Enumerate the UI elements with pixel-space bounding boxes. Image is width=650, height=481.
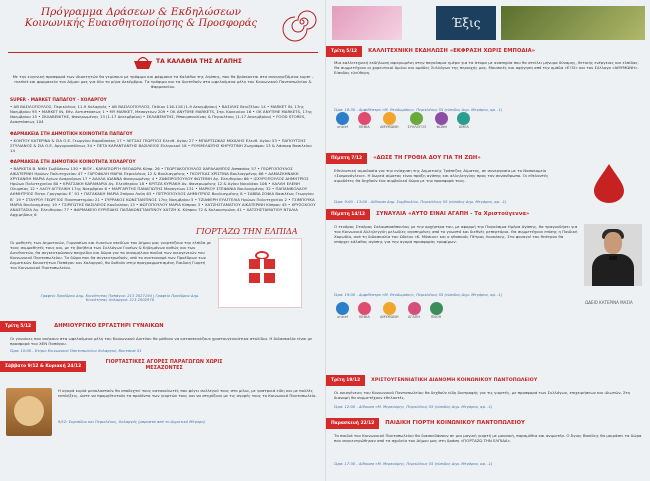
pharmacies-cholargou-heading: ΦΑΡΜΑΚΕΙΑ ΣΤΗ ΔΗΜΟΤΙΚΗ ΚΟΙΝΟΤΗΤΑ ΧΟΛΑΡΓΟΥ: [10, 160, 136, 165]
event-date: Πέμπτη 14/12: [326, 209, 370, 220]
event-children-party: [326, 417, 650, 429]
event-producers-market: [0, 360, 320, 372]
event-date: Πέμπτη 7/12: [326, 153, 367, 164]
market-photo: [6, 388, 52, 436]
basket-icon: [132, 56, 154, 70]
program-title: [6, 6, 276, 30]
sponsor-logos-row2: [336, 302, 443, 319]
right-column: [325, 0, 650, 481]
basket-intro: Με την ευγενική προσφορά των ιδιοκτητών θα γεμίσουν με τρόφιμα και φάρμακα τα Καλάθια της Αγάπης, που θα βρίσκονται στα συνεργαζόμενα super - market και φαρμακεία του Δήμου μας για όλο το μήνα Δεκέμβριο. Τα τρόφιμα και τα διατεθούν στα ωφελούμενα μέλη του Κοινωνικού Παντοπωλείου & Φαρμακείου.: [12, 74, 314, 90]
event-venue: Ώρα: 18:30 - Αμφιθέατρο «Μ. Θεοδωράκη», Περικλέους 55 (είσοδος Δημ. Μεγάρου, αρ. -1): [334, 108, 503, 112]
pharmacies-papagou-list: • ΚΟΝΤΟΥ ΚΑΤΕΡΙΝΑ & ΣΙΑ Ο.Ε. Γεωργίου Καραΐσκάκη 17 • ΛΕΤΣΑΣ ΓΕΩΡΓΙΟΣ Ελευθ. Αγίου 27 • ΜΠΑΡΤΣΩΚΑΣ ΜΙΧΑΛΗΣ Ελευθ. Αγίου 53 • ΠΑΠΟΥΤΣΗΣ ΣΤΥΛΙΑΝΟΣ & ΣΙΑ Ο.Ε. Αργυρουπόλεως 34 • ΠΕΤΑ ΚΑΡΑΝΤΑΝΤΗΣ ΒΑΣΙΛΕΙΟΣ Ελληνικού 18 • ΡΟΥΜΕΛΙΩΤΗΣ ΚΗΡΥΣΤΙΝΗ Ζωγράφου 13 & Λάσκαρ Βασιλείου 14: [10, 138, 312, 154]
supermarkets-heading: SUPER - MARKET ΠΑΠΑΓΟΥ - ΧΟΛΑΡΓΟΥ: [10, 98, 107, 103]
event-date: Παρασκευή 22/12: [326, 418, 379, 429]
pharmacies-cholargou-list: • ΒΑΡΚΕΤΑ Β. ΝΙΚΗ Σωβδάκεω 130 • ΒΙΟΥ - ΚΑΡΑΓΕΩΡΓΗ ΘΕΟΔΩΡΑ Κύπρ. 26 • ΓΕΩΡΓΑΚΟΠΟΥΛΟΣ ΧΑΡΑΛΑΜΠΟΣ Ασπασίας 57 • ΓΕΩΡΓΟΠΟΥΛΟΣ ΑΙΚΑΤΕΡΙΝΗ Ηρώων Πολυτεχνείου 47 • ΓΑΡΟΦΑΛΗ ΜΑΡΙΑ Περικλέους 12 & Βουλιαγμένης • ΓΚΟΥΓΚΑΣ ΧΡΙΣΤΙΝΑ Βουλιαγμένης 66 • ΔΑΜΑΣΚΗΝΑΚΗ ΧΡΥΣΑΝΘΗ ΜΑΡΙΑ Αγίων Αναργύρων 17 • ΔΑΛΛΑ ΙΩΑΝΝΑ Φανερωμένης 4 • ΖΑΦΕΙΡΟΠΟΥΛΟΥ ΦΩΤΕΙΝΗ Αγ. Ελευθερίου 66 • ΙΣΧΥΡΟΠΟΥΛΟΣ ΔΗΜΗΤΡΙΟΣ Ηρώων Πολυτεχνείου 80 • ΚΡΑΤΣΑΚΗ ΚΑΡΑΜΑΡΙΑ Αγ. Ελευθερίου 18 • ΚΡΙΤΖΑ ΚΥΡΙΑΚΗ Αν. Φανερωμένης 12 & Αγίου Νικολάου 106 • ΛΑΛΛΗ ΕΛΕΝΗ Ολυμπίας 12 • ΛΑΟΥ ΑΓΓΕΛΙΚΗ 17ης Νοεμβρίου 6 • ΜΑΡΓΑΡΙΤΗΣ ΠΑΝΑΓΙΩΤΗΣ Μεσογείων 131 • ΜΑΡΚΟΥ ΣΤΕΦΑΝΙΑ Βουλιαγμένης 32 • ΠΑΠΑΝΙΚΟΛΑΟΥ ΔΗΜΗΤΡΙΟΣ Πατρ. Γρηγορίου Ε΄ 91 • ΠΑΤΑΚΑΚΗ ΜΑΡΙΑ Σπύρου Λούη 63 • ΠΕΤΡΟΠΟΥΛΟΣ ΔΗΜΗΤΡΙΟΣ Βουλιαγμένης 8 • ΣΑΒΒΑ ΣΟΦΙΑ Βασιλέως Γεωργίου Β΄ 19 • ΣΤΑΥΡΟΥ ΓΕΩΡΓΙΟΣ Πανεπιστημίου 21 • ΣΥΡΡΑΚΟΣ ΚΩΝΣΤΑΝΤΙΝΟΣ 17ης Νοεμβρίου 5 • ΤΖΙΑΦΕΡΗ ΕΥΑΓΓΕΛΙΑ Ηρώων Πολυτεχνείου 2 • ΤΣΙΜΠΟΥΚΑ ΜΑΡΙΑ Βουλιαγμένης 19 • ΤΣΙΡΙΓΩΤΗΣ ΒΑΣΙΛΕΙΟΣ Κονδυλάκη 13 • ΦΩΤΟΠΟΥΛΟΥ ΜΑΡΙΑ Κύπρου 3 • ΧΑΤΖΗΣΤΑΜΑΤΙΟΥ ΑΙΚΑΤΕΡΙΝΗ Κύπρου 45 • ΧΡΥΣΟΧΟΟΥ ΑΝΑΣΤΑΣΙΑ Αγ. Ελευθερίου 77 • ΦΑΡΜΑΚΕΙΟ ΕΥΡΙΠΙΔΗΣ ΠΑΠΑΚΩΝΣΤΑΝΤΙΝΟΥ ΧΑΤΖΗ Κ. Κύπρου 72 & Κολοκοτρώνη 41 • ΧΑΤΖΗΣΤΑΜΑΤΙΟΥ ΝΤΑΛΙΑ Αρχιμήδους 6: [10, 166, 316, 217]
event-text: Μια καλλιτεχνική εκδήλωση αφιερωμένη στην παγκόσμια ημέρα για τα άτομα με αναπηρία που θα στείλει μήνυμα δύναμης, θετικής ενέργειας και ελπίδας. Θα συμμετέχουν οι χορευτικοί όμιλοι και ομάδες Συλλόγων της περιοχής μας. Μουσικές και αφήγηση από την ομάδα «ΕΞΙΣ» και τον Σύλλογο «ΑΜΥΜΩΝΗ». Είσοδος ελεύθερη.: [334, 60, 640, 76]
gift-image: [218, 238, 302, 308]
exis-logo: Έξις: [436, 6, 496, 40]
event-text: Οι γυναίκες που ανήκουν στα ωφελούμενα μέλη του Κοινωνικού Δικτύου θα μάθουν να κατασκευάζουν χριστουγεννιάτικα στολίδια. Η διδασκαλία είναι με προσφορά του ΧΕΝ Παπάγου.: [10, 336, 313, 347]
event-text: Ο τενόρος Σταύρος Σαλαμπασόπουλος με την ορχήστρα του, με αφορμή την Παγκόσμια Ημέρα Αγάπης, θα τραγουδήσει για τον Κοινωνικό Αλληλεγγύη μελωδίες αγαπημένες από το γνωστό και διεθνές ρεπερτόριο. Θα συμμετέχουν επίσης η Παιδική Χορωδία, ανά τη διδασκαλία του Ωδείου «Κ. Μάσιου» και ο ηθοποιός Πέτρος Λουκάκης. Στο φουαγιέ του θεάτρου θα υπάρχει κάλαθος αγάπης για την αγορά προσφοράς τροφίμων.: [334, 224, 578, 245]
sponsor-logos-row1: [336, 112, 470, 129]
odeio-logo: ΩΔΕΙΟ ΚΑΤΕΡΙΝΑ ΜΑΣΙΑ: [585, 300, 633, 305]
event-title: ΠΑΙΔΙΚΗ ΓΙΟΡΤΗ ΚΟΙΝΩΝΙΚΟΥ ΠΑΝΤΟΠΩΛΕΙΟΥ: [385, 420, 526, 426]
event-title: ΚΑΛΛΙΤΕΧΝΙΚΗ ΕΚΔΗΛΩΣΗ «ΕΚΦΡΑΣΗ ΧΩΡΙΣ ΕΜΠΟΔΙΑ»: [368, 48, 536, 54]
program-title-line1: Πρόγραμμα Δράσεων & Εκδηλώσεων: [40, 6, 241, 18]
sponsor-logo: ΑΓΑΠΗ: [408, 302, 421, 319]
sponsor-logo: ΑΜΕΑ: [457, 112, 470, 129]
event-venue: Ώρα: 9:00 - 13:00 - Αίθουσα Δημ. Συμβουλίου, Περικλέους 55 (είσοδος Δημ. Μεγάρου, αρ. -1): [334, 200, 507, 204]
event-venue: Ώρα: 17:30 - Αίθουσα «Μ. Μερκούρη», Περικλέους 55 (είσοδος Δημ. Μεγάρου, αρ. -1): [334, 462, 493, 466]
pharmacies-papagou-heading: ΦΑΡΜΑΚΕΙΑ ΣΤΗ ΔΗΜΟΤΙΚΗ ΚΟΙΝΟΤΗΤΑ ΠΑΠΑΓΟΥ: [10, 132, 133, 137]
divider: [8, 52, 318, 53]
supermarkets-list: • ΑΒ ΒΑΣΙΛΟΠΟΥΛΟΣ, Περικλέους 11-9 Χολαργός • ΑΒ ΒΑΣΙΛΟΠΟΥΛΟΣ, Πεδίου 116-118 (1-9 Δεκεμβρίου) • ΒΑΣΙΛΗΣ Βενιζέλου 14 • MARKET IN, 17ης Νοεμβρίου 95 • MARKET IN, Εθν. Αντιστάσεως 1 • MY MARKET, Μεσογείων 209 • OK ANYTIME MARKETS, Στρ. Κοκκινίου 16 • OK ANYTIME MARKETS, 17ης Νοεμβρίου 15 • ΣΚΛΑΒΕΝΙΤΗΣ, Φανερωμένης 13 (1-17 Δεκεμβρίου) • ΣΚΛΑΒΕΝΙΤΗΣ, Μπουμπουλίνας & Περικλέους (1-17 Δεκεμβρίου) • FOOD STORES, Αναστάσεως 104: [10, 104, 313, 125]
event-expression-without-obstacles: [326, 45, 650, 57]
event-date: Τρίτη 19/12: [326, 375, 365, 386]
sponsor-logo: unicef: [336, 302, 349, 319]
sponsor-logo: ΑΜΥΜΩΝΗ: [380, 302, 399, 319]
sponsor-logo: ΠΝΟΗ: [430, 302, 443, 319]
event-title: «ΔΩΣΕ ΤΗ ΓΡΟΘΙΑ ΔΟΥ ΓΙΑ ΤΗ ΖΩΗ»: [373, 155, 481, 161]
event-title: ΓΙΟΡΤΑΣΤΙΚΕΣ ΑΓΟΡΕΣ ΠΑΡΑΓΩΓΩΝ ΧΩΡΙΣ ΜΕΣΑΖΟΝΤΕΣ: [105, 360, 223, 371]
event-title: ΧΡΙΣΤΟΥΓΕΝΝΙΑΤΙΚΗ ΔΙΑΝΟΜΗ ΚΟΙΝΩΝΙΚΟΥ ΠΑΝΤΟΠΩΛΕΙΟΥ: [371, 377, 538, 383]
event-text: Τα παιδιά του Κοινωνικού Παντοπωλείου θα διασκεδάσουν σε μια μαγική γιορτή με μουσική, παραμύθια και ανιματέρ. Ο Άγιος Βασίλης θα μοιράσει τα δώρα που συγκεντρώθηκαν από τα σχολεία του Δήμου μας στη δράση «ΓΙΟΡΤΑΖΩ ΤΗΝ ΕΛΠΙΔΑ».: [334, 433, 642, 444]
event-date: Τρίτη 5/12: [326, 46, 362, 57]
sponsor-logo: ΚΕΦΙΑ: [358, 302, 371, 319]
event-venue: Ώρα: 10:00 - Κτίριο Κοινωνικού Παντοπωλείου Χολαργού, Βουτσινά 51: [10, 349, 142, 353]
event-venue: 9/12: Ευριπίδου και Περικλέους, Χολαργός (μπροστά από το Δημοτικό Μέγαρο): [58, 420, 206, 424]
event-photo-left: [332, 6, 402, 40]
program-title-line2: Κοινωνικής Ευαισθητοποίησης & Προσφοράς: [24, 18, 258, 29]
spiral-ornament-icon: [282, 2, 322, 42]
event-christmas-distribution: [326, 374, 650, 386]
sponsor-logo: ΚΕΦΙΑ: [358, 112, 371, 129]
basket-title: ΤΑ ΚΑΛΑΘΙΑ ΤΗΣ ΑΓΑΠΗΣ: [156, 58, 243, 65]
sponsor-logo: ΑΜΥΜΩΝΗ: [380, 112, 399, 129]
event-photo-right: [501, 6, 645, 40]
event-title: ΣΥΝΑΥΛΙΑ «ΑΥΤΟ ΕΙΝΑΙ ΑΓΑΠΗ - Τα Χριστούγεννα»: [376, 211, 530, 217]
event-text: Η αγορά κυρίά μεσολαστούν θα υποδεχτεί τους καταναλωτές που φύγει συλλεγού τους στο μίλιο, με γαστρικά είδη και με πολλές εκπλήξεις, ώστε να προμηθευτούν τα προϊόντα των γιορτών τους και να στηρίξουν με τις αγορές τους το Κοινωνικό Παντοπωλείο.: [58, 388, 317, 399]
event-venue: Ώρα: 12:00 - Αίθουσα «Μ. Μερκούρη», Περικλέους 55 (είσοδος Δημ. Μεγάρου, αρ. -1): [334, 405, 493, 409]
event-text: Οι οικογένειες του Κοινωνικού Παντοπωλείου θα δεχθούν είδη διατροφής για τις γιορτές, με προσφορά των Συλλόγων, επιχειρήσεων και ιδιωτών. Στη διανομή θα συμμετέχουν εθελοντές.: [334, 390, 631, 401]
event-concert: [326, 208, 650, 220]
sponsor-logo: ΦΩΝΗ: [435, 112, 448, 129]
event-women-workshop: [0, 320, 320, 332]
blood-drop-icon: [578, 162, 640, 204]
event-date: Σάββατο 9/12 & Κυριακή 24/12: [0, 361, 86, 372]
sponsor-logo: unicef: [336, 112, 349, 129]
gift-contacts: Γραφείο Προέδρου Δημ. Κοινότητας Παπάγου: 213 2027194 | Γραφείο Προέδρου Δημ. Κοινότητας Χολαργού: 213 2002978: [40, 294, 200, 302]
event-title: ΔΗΜΙΟΥΡΓΙΚΟ ΕΡΓΑΣΤΗΡΙ ΓΥΝΑΙΚΩΝ: [54, 323, 164, 329]
event-date: Τρίτη 5/12: [0, 321, 36, 332]
gift-title: ΓΙΟΡΤΑΖΩ ΤΗΝ ΕΛΠΙΔΑ: [196, 227, 298, 236]
tenor-portrait: [584, 224, 642, 286]
gift-text: Οι μαθητές των Δημοτικών, Γυμνασίων και Λυκείων σκεδίων του Δήμου μας γιορτάζουν την ελπίδα με τους συμμαθητές τους και, με τη βοήθεια των Συλλόγων Γονέων & Κηδεμόνων καθώς και των Διευθυντών, θα συγκεντρώσουν παιχνίδια και δώρα για τα συνομήλικα παιδιά των οικογενειών του Κοινωνικού Παντοπωλείου. Τα δώρα που θα συγκεντρωθούν, υπό το συντονισμό των Προέδρων των Δημοτικών Κοινοτήτων Παπάγου και Χολαργού, θα δοθούν στην προγραμματισμένη Παιδική Γιορτή του Κοινωνικού Παντοπωλείου.: [10, 240, 212, 271]
event-text: Εθελοντική αιμοδοσία για την ενίσχυση της Δημοτικής Τράπεζας Αίματος, σε συνεργασία με το Νοσοκομείο «Σισμανόγλειο». Η δωρεά αίματος είναι πράξη αγάπης και αλληλεγγύης προς τον συνάνθρωπο. Οι εθελοντές αιμοδότες θα δεχθούν ένα συμβολικό δώρο με την προσφορά τους.: [334, 168, 549, 184]
sponsor-logo: ΣΥΛΛΟΓΟΣ: [408, 112, 427, 129]
event-venue: Ώρα: 19:00 - Αμφιθέατρο «Μ. Θεοδωράκη», Περικλέους 55 (είσοδος Δημ. Μεγάρου, αρ. -1): [334, 293, 503, 297]
